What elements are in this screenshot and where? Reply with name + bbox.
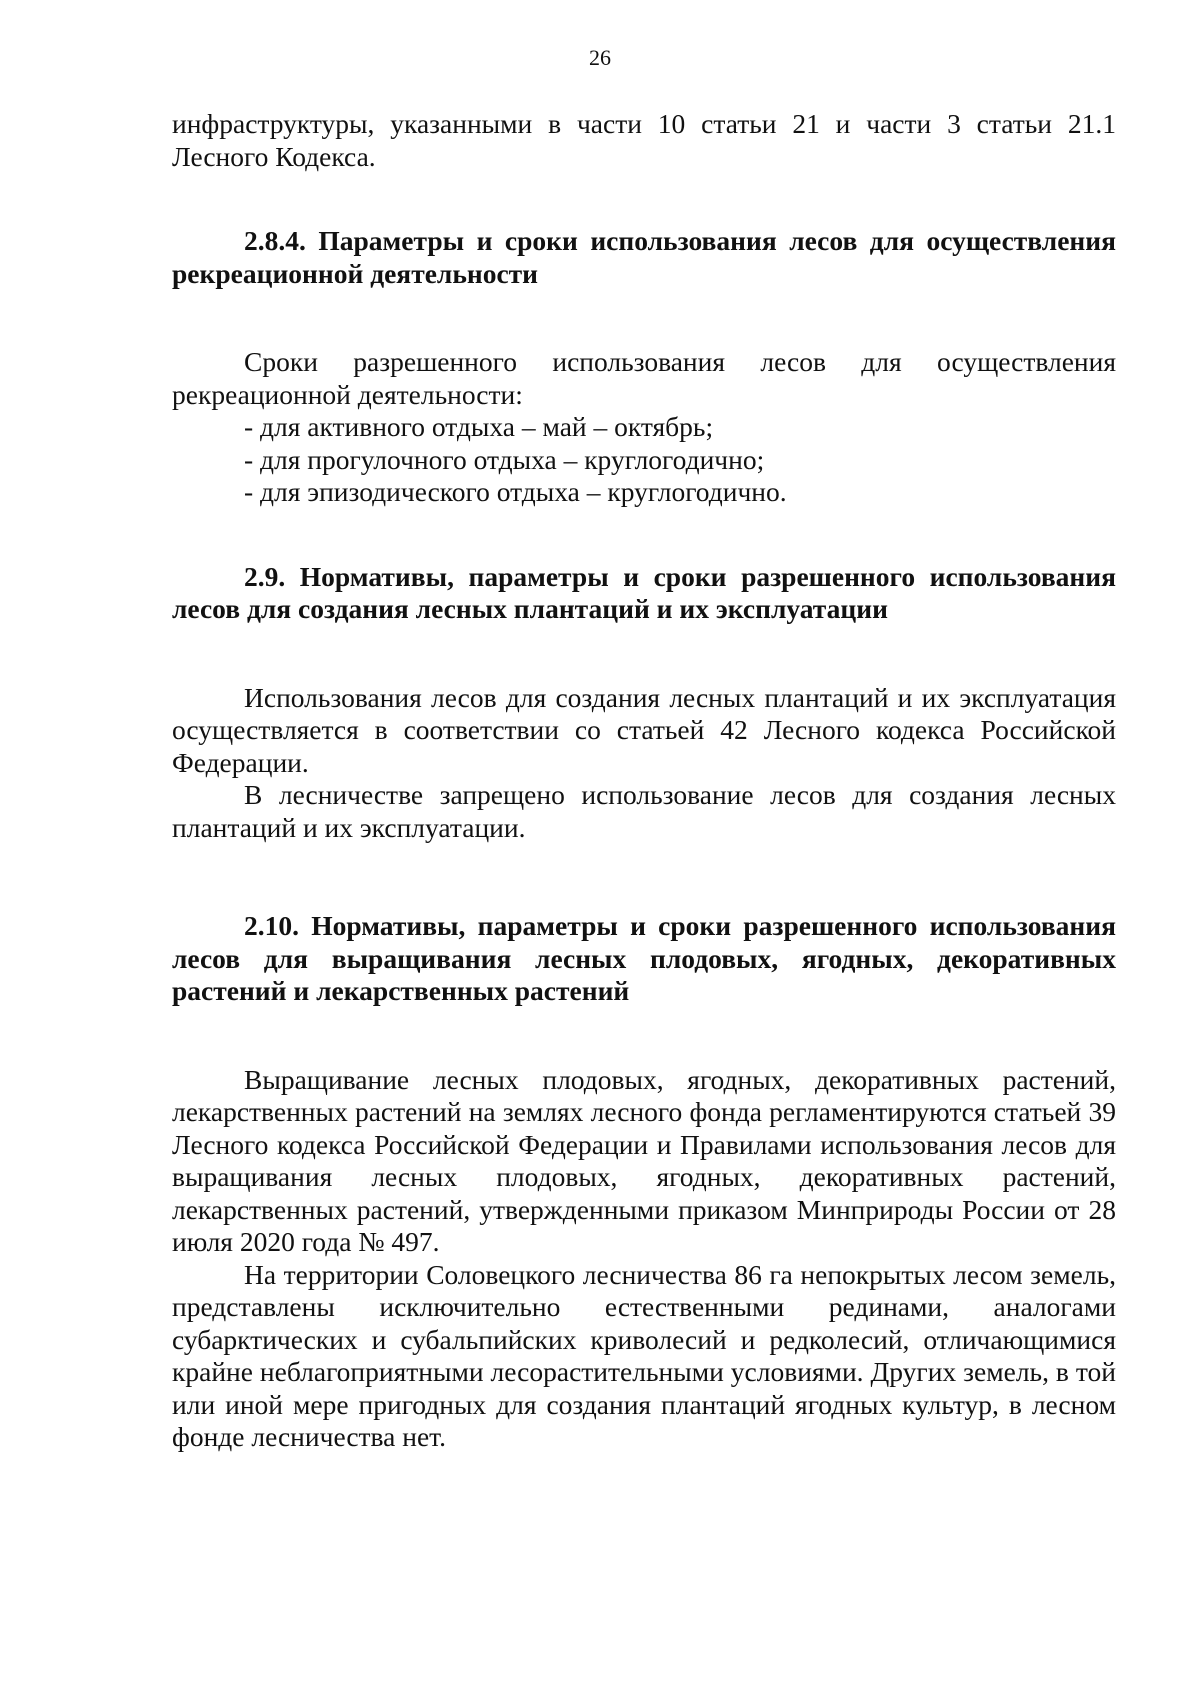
section-2-8-4 bbox=[172, 225, 1116, 509]
page-number: 26 bbox=[589, 45, 611, 70]
section-2-10 bbox=[172, 910, 1116, 1454]
section-paragraph: Использования лесов для создания лесных плантаций и их эксплуатация осуществляется в соответствии со статьей 42 Лесного кодекса Российской Федерации. bbox=[172, 681, 1116, 778]
section-heading: 2.8.4. Параметры и сроки использования лесов для осуществления рекреационной деятельности bbox=[172, 225, 1116, 289]
intro-paragraph: инфраструктуры, указанными в части 10 статьи 21 и части 3 статьи 21.1 Лесного Кодекса. bbox=[172, 108, 1116, 172]
list-item: - для активного отдыха – май – октябрь; bbox=[244, 411, 714, 442]
section-paragraph: В лесничестве запрещено использование лесов для создания лесных плантаций и их эксплуатации. bbox=[172, 779, 1116, 843]
section-heading: 2.10. Нормативы, параметры и сроки разрешенного использования лесов для выращивания лесных плодовых, ягодных, декоративных растений и лекарственных растений bbox=[172, 910, 1116, 1006]
list-item: - для эпизодического отдыха – круглогодично. bbox=[244, 476, 787, 507]
section-paragraph: Сроки разрешенного использования лесов для осуществления рекреационной деятельности: bbox=[172, 346, 1116, 410]
document-body bbox=[172, 108, 1116, 1454]
section-2-9 bbox=[172, 561, 1116, 845]
section-heading: 2.9. Нормативы, параметры и сроки разрешенного использования лесов для создания лесных плантаций и их эксплуатации bbox=[172, 560, 1116, 624]
section-paragraph: Выращивание лесных плодовых, ягодных, декоративных растений, лекарственных растений на землях лесного фонда регламентируются статьей 39 Лесного кодекса Российской Федерации и Правилами использования лесов для выращивания лесных плодовых, ягодных, декоративных растений, лекарственных растений, утвержденными приказом Минприроды России от 28 июля 2020 года № 497. bbox=[172, 1063, 1116, 1257]
section-paragraph: На территории Соловецкого лесничества 86 га непокрытых лесом земель, представлены исключительно естественными рединами, аналогами субарктических и субальпийских криволесий и редколесий, отличающимися крайне неблагоприятными лесорастительными условиями. Других земель, в той или иной мере пригодных для создания плантаций ягодных культур, в лесном фонде лесничества нет. bbox=[172, 1258, 1116, 1452]
list-item: - для прогулочного отдыха – круглогодично; bbox=[244, 443, 765, 475]
